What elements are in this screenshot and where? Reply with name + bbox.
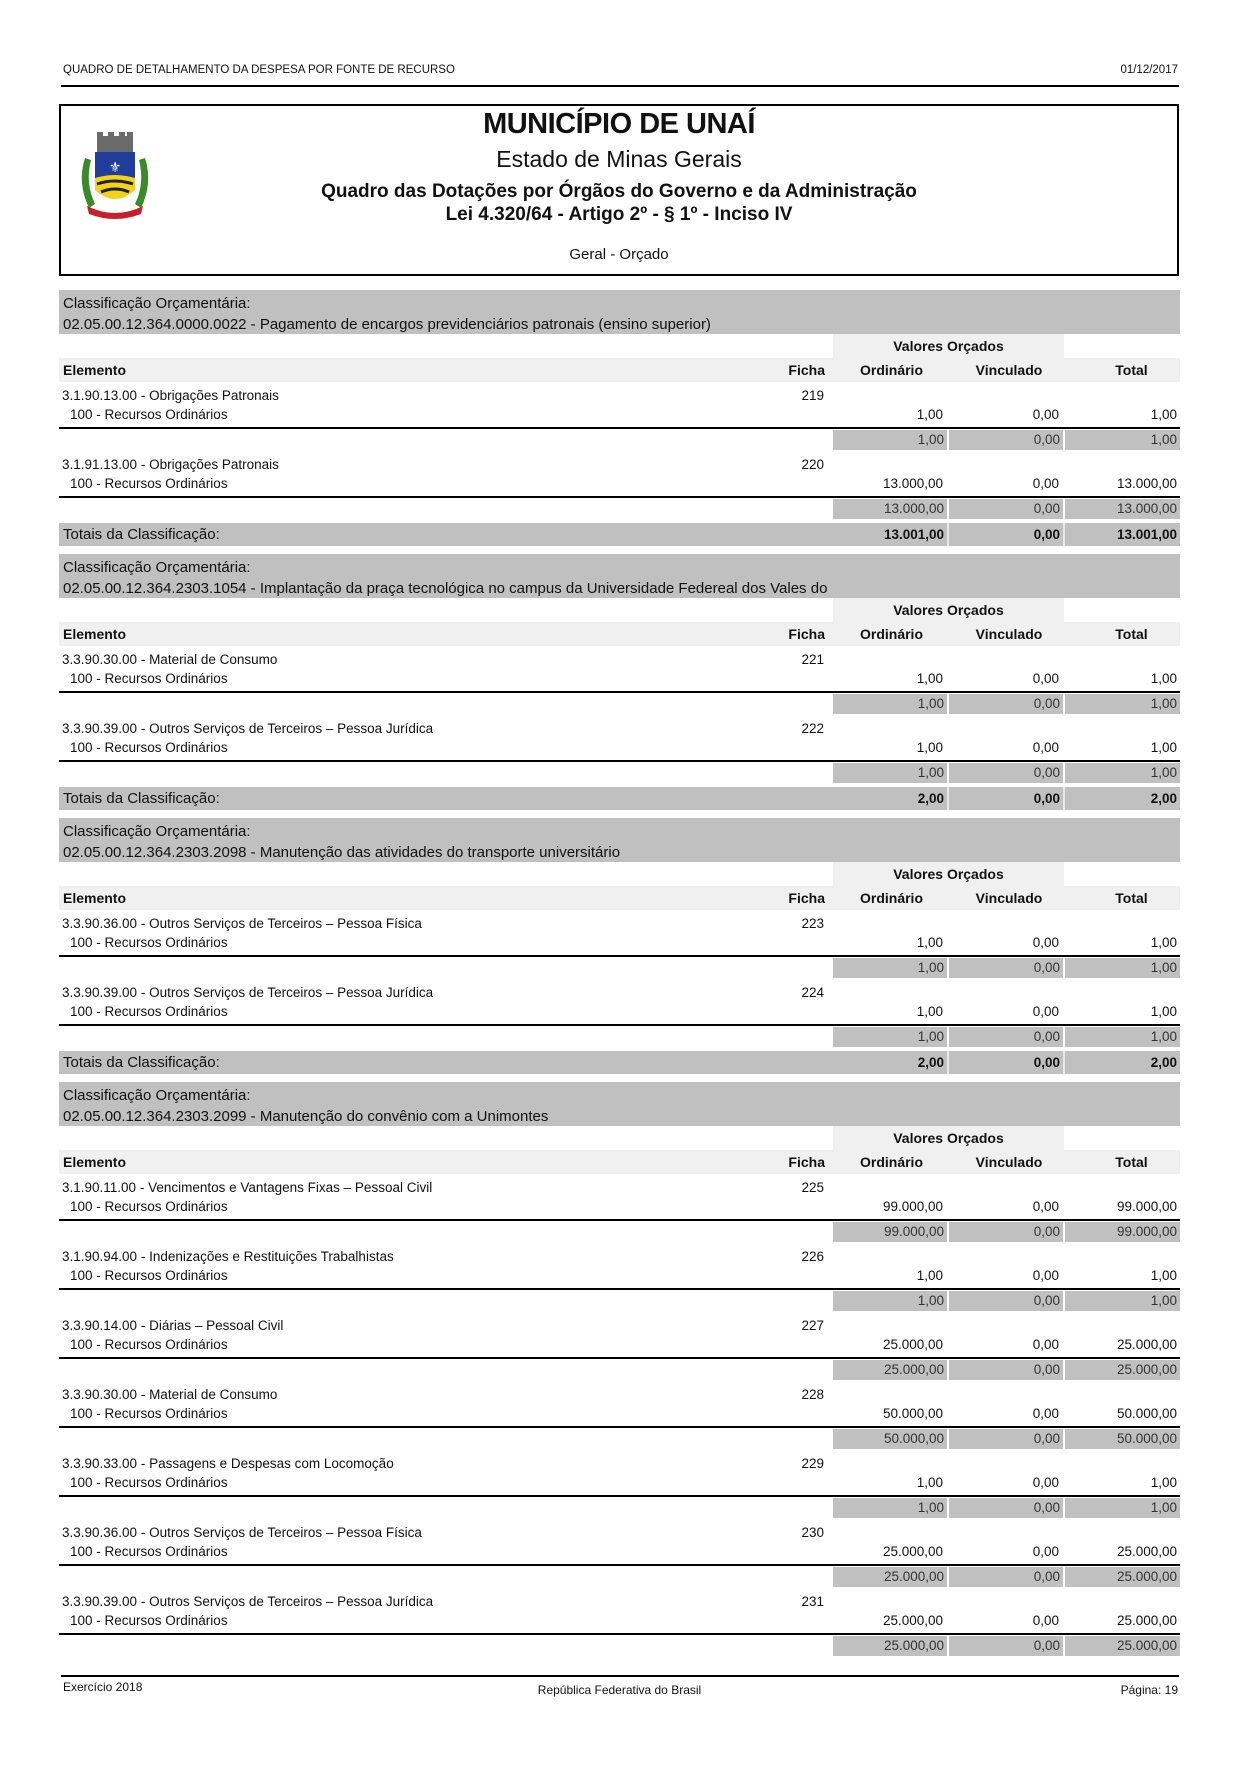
valor-total: 99.000,00	[1116, 1199, 1177, 1214]
totals-label: Totais da Classificação:	[63, 1054, 220, 1071]
elemento: 3.3.90.36.00 - Outros Serviços de Terceiros – Pessoa Física	[62, 916, 422, 931]
subtotal-ordinario: 25.000,00	[833, 1636, 947, 1656]
valor-vinculado: 0,00	[1032, 476, 1059, 491]
table-row	[59, 1588, 1180, 1657]
subtotal-vinculado: 0,00	[949, 1360, 1063, 1380]
subtotal-total: 25.000,00	[1065, 1636, 1180, 1656]
fonte-recurso: 100 - Recursos Ordinários	[70, 740, 228, 755]
classification-label: Classificação Orçamentária:	[63, 559, 251, 576]
valores-orcados-header: Valores Orçados	[833, 1126, 1064, 1150]
subtotal-total: 1,00	[1065, 958, 1180, 978]
row-divider	[59, 760, 1180, 762]
total-total: 13.001,00	[1116, 527, 1177, 542]
table-row	[59, 910, 1180, 979]
subtotal-vinculado: 0,00	[949, 694, 1063, 714]
subtotal-ordinario: 25.000,00	[833, 1567, 947, 1587]
subtotal-total: 1,00	[1065, 430, 1180, 450]
ficha: 223	[801, 916, 824, 931]
fonte-recurso: 100 - Recursos Ordinários	[70, 407, 228, 422]
total-total: 2,00	[1150, 791, 1177, 806]
valor-vinculado: 0,00	[1032, 1199, 1059, 1214]
valor-ordinario: 1,00	[916, 740, 943, 755]
col-elemento: Elemento	[63, 1154, 127, 1170]
subtotal-total: 1,00	[1065, 1498, 1180, 1518]
subtotal-ordinario: 13.000,00	[833, 499, 947, 519]
column-header	[59, 598, 1180, 646]
subtotal-vinculado: 0,00	[949, 430, 1063, 450]
total-vinculado: 0,00	[1033, 527, 1060, 542]
valores-orcados-header: Valores Orçados	[833, 334, 1064, 358]
column-header	[59, 862, 1180, 910]
col-total: Total	[1115, 1154, 1148, 1170]
elemento: 3.3.90.14.00 - Diárias – Pessoal Civil	[62, 1318, 284, 1333]
fonte-recurso: 100 - Recursos Ordinários	[70, 935, 228, 950]
subtotal-total: 1,00	[1065, 694, 1180, 714]
subtotal-total: 1,00	[1065, 1027, 1180, 1047]
report-date: 01/12/2017	[1120, 64, 1178, 76]
fonte-recurso: 100 - Recursos Ordinários	[70, 476, 228, 491]
subtotal-total: 99.000,00	[1065, 1222, 1180, 1242]
subtotal-vinculado: 0,00	[949, 1636, 1063, 1656]
fiscal-year: Exercício 2018	[63, 1680, 143, 1694]
subtotal-ordinario: 1,00	[833, 1291, 947, 1311]
classification-header	[59, 1082, 1180, 1126]
footer-country: República Federativa do Brasil	[537, 1683, 702, 1697]
valor-vinculado: 0,00	[1032, 740, 1059, 755]
row-divider	[59, 1219, 1180, 1221]
valor-total: 1,00	[1150, 1475, 1177, 1490]
subtotal-vinculado: 0,00	[949, 1567, 1063, 1587]
total-ordinario: 2,00	[917, 1055, 944, 1070]
subtotal-ordinario: 1,00	[833, 694, 947, 714]
subtotal-total: 25.000,00	[1065, 1360, 1180, 1380]
elemento: 3.1.91.13.00 - Obrigações Patronais	[62, 457, 279, 472]
row-divider	[59, 1426, 1180, 1428]
col-ficha: Ficha	[788, 1154, 825, 1170]
report-subtitle: Quadro das Dotações por Órgãos do Governo e da Administração	[321, 181, 917, 202]
row-divider	[59, 691, 1180, 693]
table-row	[59, 979, 1180, 1048]
ficha: 219	[801, 388, 824, 403]
valor-ordinario: 99.000,00	[882, 1199, 943, 1214]
elemento: 3.1.90.13.00 - Obrigações Patronais	[62, 388, 279, 403]
fonte-recurso: 100 - Recursos Ordinários	[70, 1613, 228, 1628]
state-name: Estado de Minas Gerais	[496, 146, 742, 172]
elemento: 3.3.90.30.00 - Material de Consumo	[62, 1387, 278, 1402]
col-elemento: Elemento	[63, 362, 127, 378]
bottom-divider	[61, 1675, 1179, 1677]
row-divider	[59, 955, 1180, 957]
total-vinculado: 0,00	[1033, 791, 1060, 806]
valor-ordinario: 50.000,00	[882, 1406, 943, 1421]
row-divider	[59, 1564, 1180, 1566]
valor-vinculado: 0,00	[1032, 1613, 1059, 1628]
valor-vinculado: 0,00	[1032, 407, 1059, 422]
valor-total: 1,00	[1150, 1004, 1177, 1019]
ficha: 224	[801, 985, 824, 1000]
ficha: 228	[801, 1387, 824, 1402]
column-header-row	[59, 358, 1180, 382]
subtotal-total: 13.000,00	[1065, 499, 1180, 519]
ficha: 230	[801, 1525, 824, 1540]
classification-header	[59, 554, 1180, 598]
subtotal-total: 25.000,00	[1065, 1567, 1180, 1587]
table-row	[59, 1312, 1180, 1381]
classification-code: 02.05.00.12.364.2303.2099 - Manutenção do convênio com a Unimontes	[63, 1108, 549, 1125]
fonte-recurso: 100 - Recursos Ordinários	[70, 1268, 228, 1283]
subtotal-ordinario: 1,00	[833, 958, 947, 978]
classification-code: 02.05.00.12.364.0000.0022 - Pagamento de encargos previdenciários patronais (ensino superior)	[63, 316, 711, 333]
classification-label: Classificação Orçamentária:	[63, 1087, 251, 1104]
valor-vinculado: 0,00	[1032, 1268, 1059, 1283]
ficha: 231	[801, 1594, 824, 1609]
row-divider	[59, 427, 1180, 429]
valor-vinculado: 0,00	[1032, 671, 1059, 686]
classification-totals	[59, 787, 1180, 810]
valor-ordinario: 1,00	[916, 1268, 943, 1283]
valor-vinculado: 0,00	[1032, 935, 1059, 950]
page-top-bar	[61, 62, 1178, 84]
valor-vinculado: 0,00	[1032, 1337, 1059, 1352]
column-header-row	[59, 886, 1180, 910]
elemento: 3.1.90.94.00 - Indenizações e Restituições Trabalhistas	[62, 1249, 394, 1264]
valor-total: 25.000,00	[1116, 1337, 1177, 1352]
valor-ordinario: 1,00	[916, 407, 943, 422]
classification-code: 02.05.00.12.364.2303.2098 - Manutenção das atividades do transporte universitário	[63, 844, 621, 861]
subtotal-vinculado: 0,00	[949, 763, 1063, 783]
column-header	[59, 334, 1180, 382]
top-divider	[61, 85, 1179, 87]
col-ficha: Ficha	[788, 890, 825, 906]
valor-ordinario: 25.000,00	[882, 1544, 943, 1559]
table-row	[59, 1519, 1180, 1588]
valor-total: 13.000,00	[1116, 476, 1177, 491]
page-number: Página: 19	[1120, 1683, 1178, 1697]
col-ordinario: Ordinário	[859, 626, 923, 642]
col-vinculado: Vinculado	[975, 626, 1043, 642]
classification-totals	[59, 523, 1180, 546]
valor-vinculado: 0,00	[1032, 1544, 1059, 1559]
valor-total: 1,00	[1150, 935, 1177, 950]
elemento: 3.1.90.11.00 - Vencimentos e Vantagens Fixas – Pessoal Civil	[62, 1180, 433, 1195]
fonte-recurso: 100 - Recursos Ordinários	[70, 1406, 228, 1421]
valor-total: 25.000,00	[1116, 1544, 1177, 1559]
table-row	[59, 1243, 1180, 1312]
valor-vinculado: 0,00	[1032, 1475, 1059, 1490]
total-ordinario: 13.001,00	[883, 527, 944, 542]
report-scope: Geral - Orçado	[569, 246, 669, 263]
col-ficha: Ficha	[788, 362, 825, 378]
totals-label: Totais da Classificação:	[63, 790, 220, 807]
valor-ordinario: 25.000,00	[882, 1337, 943, 1352]
elemento: 3.3.90.39.00 - Outros Serviços de Terceiros – Pessoa Jurídica	[62, 721, 434, 736]
subtotal-total: 50.000,00	[1065, 1429, 1180, 1449]
subtotal-total: 1,00	[1065, 763, 1180, 783]
elemento: 3.3.90.39.00 - Outros Serviços de Terceiros – Pessoa Jurídica	[62, 1594, 434, 1609]
ficha: 225	[801, 1180, 824, 1195]
col-total: Total	[1115, 626, 1148, 642]
valor-total: 50.000,00	[1116, 1406, 1177, 1421]
valor-total: 1,00	[1150, 407, 1177, 422]
subtotal-vinculado: 0,00	[949, 499, 1063, 519]
subtotal-ordinario: 1,00	[833, 1027, 947, 1047]
municipality-title: MUNICÍPIO DE UNAÍ	[483, 108, 755, 140]
col-vinculado: Vinculado	[975, 362, 1043, 378]
row-divider	[59, 496, 1180, 498]
totals-label: Totais da Classificação:	[63, 526, 220, 543]
col-vinculado: Vinculado	[975, 890, 1043, 906]
ficha: 226	[801, 1249, 824, 1264]
budget-table	[59, 290, 1180, 1665]
subtotal-ordinario: 25.000,00	[833, 1360, 947, 1380]
column-header-row	[59, 622, 1180, 646]
subtotal-ordinario: 50.000,00	[833, 1429, 947, 1449]
valor-vinculado: 0,00	[1032, 1406, 1059, 1421]
classification-label: Classificação Orçamentária:	[63, 295, 251, 312]
col-ficha: Ficha	[788, 626, 825, 642]
subtotal-vinculado: 0,00	[949, 1498, 1063, 1518]
classification-header	[59, 818, 1180, 862]
valor-total: 1,00	[1150, 740, 1177, 755]
table-row	[59, 1174, 1180, 1243]
valor-ordinario: 1,00	[916, 1475, 943, 1490]
ficha: 222	[801, 721, 824, 736]
fonte-recurso: 100 - Recursos Ordinários	[70, 1004, 228, 1019]
valores-orcados-header: Valores Orçados	[833, 598, 1064, 622]
valor-ordinario: 25.000,00	[882, 1613, 943, 1628]
total-total: 2,00	[1150, 1055, 1177, 1070]
document-header	[59, 104, 1179, 276]
subtotal-total: 1,00	[1065, 1291, 1180, 1311]
subtotal-ordinario: 1,00	[833, 430, 947, 450]
valor-ordinario: 1,00	[916, 1004, 943, 1019]
table-row	[59, 715, 1180, 784]
elemento: 3.3.90.30.00 - Material de Consumo	[62, 652, 278, 667]
total-ordinario: 2,00	[917, 791, 944, 806]
column-header-row	[59, 1150, 1180, 1174]
fonte-recurso: 100 - Recursos Ordinários	[70, 1544, 228, 1559]
valor-ordinario: 13.000,00	[882, 476, 943, 491]
table-row	[59, 646, 1180, 715]
svg-text:⚜: ⚜	[108, 160, 122, 176]
col-ordinario: Ordinário	[859, 890, 923, 906]
valor-total: 1,00	[1150, 671, 1177, 686]
subtotal-vinculado: 0,00	[949, 1222, 1063, 1242]
law-reference: Lei 4.320/64 - Artigo 2º - § 1º - Inciso IV	[445, 204, 793, 225]
subtotal-vinculado: 0,00	[949, 1291, 1063, 1311]
col-elemento: Elemento	[63, 626, 127, 642]
col-elemento: Elemento	[63, 890, 127, 906]
col-total: Total	[1115, 362, 1148, 378]
fonte-recurso: 100 - Recursos Ordinários	[70, 671, 228, 686]
table-row	[59, 1450, 1180, 1519]
fonte-recurso: 100 - Recursos Ordinários	[70, 1337, 228, 1352]
subtotal-ordinario: 99.000,00	[833, 1222, 947, 1242]
col-ordinario: Ordinário	[859, 362, 923, 378]
valor-vinculado: 0,00	[1032, 1004, 1059, 1019]
row-divider	[59, 1357, 1180, 1359]
ficha: 229	[801, 1456, 824, 1471]
fonte-recurso: 100 - Recursos Ordinários	[70, 1199, 228, 1214]
report-name: QUADRO DE DETALHAMENTO DA DESPESA POR FONTE DE RECURSO	[63, 64, 455, 76]
elemento: 3.3.90.36.00 - Outros Serviços de Terceiros – Pessoa Física	[62, 1525, 422, 1540]
total-vinculado: 0,00	[1033, 1055, 1060, 1070]
classification-totals	[59, 1051, 1180, 1074]
classification-code: 02.05.00.12.364.2303.1054 - Implantação da praça tecnológica no campus da Universidade Federeal dos Vales do	[63, 580, 828, 597]
valor-ordinario: 1,00	[916, 671, 943, 686]
fonte-recurso: 100 - Recursos Ordinários	[70, 1475, 228, 1490]
table-row	[59, 382, 1180, 451]
row-divider	[59, 1288, 1180, 1290]
table-row	[59, 451, 1180, 520]
col-vinculado: Vinculado	[975, 1154, 1043, 1170]
column-header	[59, 1126, 1180, 1174]
ficha: 220	[801, 457, 824, 472]
subtotal-vinculado: 0,00	[949, 958, 1063, 978]
valor-total: 1,00	[1150, 1268, 1177, 1283]
elemento: 3.3.90.39.00 - Outros Serviços de Terceiros – Pessoa Jurídica	[62, 985, 434, 1000]
col-ordinario: Ordinário	[859, 1154, 923, 1170]
valor-ordinario: 1,00	[916, 935, 943, 950]
row-divider	[59, 1495, 1180, 1497]
classification-label: Classificação Orçamentária:	[63, 823, 251, 840]
table-row	[59, 1381, 1180, 1450]
subtotal-vinculado: 0,00	[949, 1429, 1063, 1449]
classification-header	[59, 290, 1180, 334]
subtotal-ordinario: 1,00	[833, 763, 947, 783]
ficha: 227	[801, 1318, 824, 1333]
row-divider	[59, 1024, 1180, 1026]
subtotal-vinculado: 0,00	[949, 1027, 1063, 1047]
valores-orcados-header: Valores Orçados	[833, 862, 1064, 886]
elemento: 3.3.90.33.00 - Passagens e Despesas com Locomoção	[62, 1456, 394, 1471]
ficha: 221	[801, 652, 824, 667]
row-divider	[59, 1633, 1180, 1635]
valor-total: 25.000,00	[1116, 1613, 1177, 1628]
subtotal-ordinario: 1,00	[833, 1498, 947, 1518]
col-total: Total	[1115, 890, 1148, 906]
